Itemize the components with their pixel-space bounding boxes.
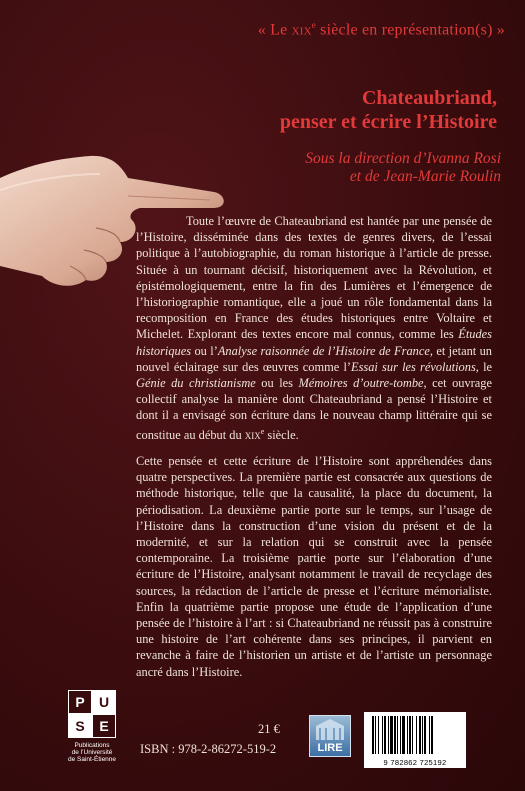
barcode-bar — [431, 716, 433, 754]
p1-text-b: ou l’ — [191, 343, 218, 358]
barcode-bar — [388, 716, 389, 754]
publisher-line-1: Publications — [74, 742, 110, 749]
barcode-bar — [378, 716, 379, 754]
barcode-bar — [375, 716, 376, 754]
publisher-line-3: de Saint-Étienne — [67, 756, 117, 763]
title-line-2: penser et écrire l’Histoire — [279, 111, 497, 133]
barcode-bar — [384, 716, 386, 754]
barcode-bar — [400, 716, 401, 754]
p1-century: xix — [244, 427, 261, 442]
logo-letter-s: S — [68, 714, 92, 738]
barcode-bar — [422, 716, 423, 754]
logo-letter-p: P — [68, 690, 92, 714]
description-paragraph-2: Cette pensée et cette écriture de l’Histoire sont appréhendées dans quatre perspectives. La première partie est consacrée aux questions de méthode historique, telle que la causalité, la place du document, la périodisation. La deuxième partie porte sur le temps, sur l’usage de l’Histoire dans la construction d’une vision du présent et de la modernité, et sur la relation qui se construit avec la pensée contemporaine. La troisième partie porte sur l’élaboration d’une écriture de l’Histoire, analysant notamment le travail de recyclage des sources, la rédaction de l’article de presse et l’écriture mémorialiste. Enfin la quatrième partie propose une étude de l’application d’une pensée de l’histoire à l’art : si Chateaubriand ne réussit pas à construire une histoire de l’art cohérente dans ses principes, il parvient en revanche à faire de l’historien un artiste et de l’artiste un personnage ancré dans l’Histoire. — [136, 453, 492, 679]
series-rest: siècle en représentation(s) » — [315, 21, 505, 39]
isbn: ISBN : 978-2-86272-519-2 — [140, 742, 277, 756]
p1-italic-1: Études historiques — [136, 327, 492, 358]
barcode-bar — [407, 716, 408, 754]
book-title — [280, 86, 497, 134]
barcode-bar — [382, 716, 383, 754]
price: 21 € — [258, 722, 280, 736]
description-paragraph-1 — [136, 213, 492, 443]
lire-label: LIRE — [317, 742, 343, 754]
logo-letter-e: E — [92, 714, 116, 738]
publisher-logo — [60, 690, 124, 786]
barcode-bar — [429, 716, 430, 754]
barcode-bar — [394, 716, 396, 754]
p1-italic-3: Essai sur les révolutions — [351, 359, 476, 374]
editors-line-1: Sous la direction d’Ivanna Rosi — [305, 150, 501, 167]
p1-text-e: ou les — [255, 376, 299, 391]
barcode-bar — [424, 716, 426, 754]
lire-logo — [309, 715, 351, 757]
barcode-bar — [409, 716, 411, 754]
barcode-bar — [416, 716, 417, 754]
logo-letter-u: U — [92, 690, 116, 714]
p1-italic-2: Analyse raisonnée de l’Histoire de France — [217, 343, 430, 358]
barcode-bar — [412, 716, 413, 754]
barcode-bar — [372, 716, 374, 754]
p1-text-f: , cet ouvrage collectif analyse la manière dont Chateaubriand a pensé l’Histoire et dont il a envisagé son écriture dans le nouveau champ littéraire qui se constitue au début du — [136, 376, 492, 442]
p1-century-sup: e — [260, 426, 265, 436]
lire-emblem-icon — [310, 716, 350, 742]
p1-text-d: , le — [475, 359, 493, 374]
publisher-line-2: de l’Université — [71, 749, 113, 756]
p1-text-c: , et jetant un nouvel éclairage sur des œuvres comme l’ — [136, 343, 492, 374]
barcode-bar — [402, 716, 405, 754]
editors — [305, 150, 501, 186]
series-open: « Le — [257, 21, 292, 39]
p1-text-end: siècle. — [264, 427, 299, 442]
series-century: xix — [291, 21, 312, 39]
barcode — [364, 712, 466, 768]
title-line-1: Chateaubriand, — [361, 87, 497, 109]
p1-text-a: Toute l’œuvre de Chateaubriand est hantée par une pensée de l’Histoire, disséminée dans des textes de genres divers, de l’essai politique à l’autobiographie, du roman historique à l’article de presse. Située à un tournant décisif, historiquement avec la Révolution, et épistémologiquement, entre la fin des Lumières et l’émergence de l’historiographie romantique, elle a joué un rôle fondamental dans la recomposition en France des études historiques entre Voltaire et Michelet. Explorant des textes encore mal connus, comme les — [136, 214, 492, 342]
description — [136, 213, 492, 688]
barcode-bar — [390, 716, 393, 754]
barcode-icon — [364, 712, 466, 758]
editors-line-2: et de Jean-Marie Roulin — [349, 168, 501, 185]
barcode-bar — [397, 716, 398, 754]
barcode-bar — [419, 716, 421, 754]
p1-italic-4: Génie du christianisme — [136, 376, 256, 391]
p1-italic-5: Mémoires d’outre-tombe — [298, 376, 424, 391]
barcode-number: 9 782862 725192 — [383, 758, 447, 767]
series-century-sup: e — [311, 20, 316, 30]
series-title — [258, 20, 505, 39]
